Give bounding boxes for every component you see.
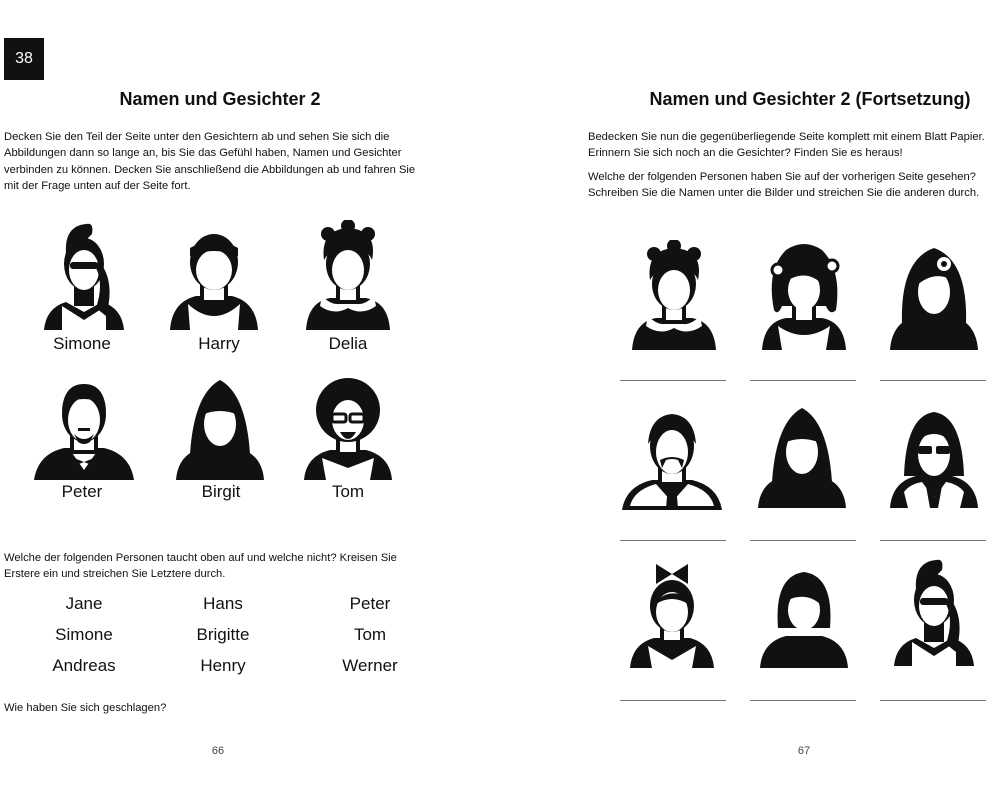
ponytail-glasses-woman-icon — [36, 220, 132, 316]
name-choice: Jane — [65, 594, 103, 613]
name-choice: Andreas — [52, 656, 116, 675]
short-hair-man-icon — [166, 220, 262, 316]
instructions-line: Welche der folgenden Personen haben Sie auf der vorherigen Seite gesehen? — [588, 171, 976, 183]
name-choice: Tom — [353, 625, 387, 644]
chapter-badge: 38 — [4, 38, 44, 80]
curly-hair-woman-icon — [626, 240, 722, 336]
answer-line[interactable] — [620, 700, 726, 701]
instructions — [588, 169, 998, 202]
answer-line[interactable] — [880, 540, 986, 541]
short-bob-woman-icon — [756, 566, 852, 662]
answer-line[interactable] — [880, 700, 986, 701]
face-name: Tom — [331, 482, 365, 501]
mustache-tie-man-icon — [622, 402, 718, 498]
instructions — [588, 129, 998, 162]
glasses-bob-woman-icon — [886, 402, 982, 498]
wavy-hair-woman-icon — [756, 240, 852, 336]
question — [4, 550, 444, 583]
bob-hair-woman-icon — [754, 402, 850, 498]
instructions-line: Schreiben Sie die Namen unter die Bilder und streichen Sie die anderen durch. — [588, 187, 980, 200]
ponytail-glasses-woman-icon — [886, 556, 982, 652]
question-line: Welche der folgenden Personen taucht oben auf und welche nicht? Kreisen Sie — [4, 552, 397, 564]
right-page — [500, 0, 1000, 800]
page-title: Namen und Gesichter 2 (Fortsetzung) — [649, 89, 971, 109]
bow-hair-girl-icon — [624, 560, 720, 656]
face-name: Peter — [61, 482, 103, 501]
instructions — [4, 129, 444, 195]
face-name: Delia — [328, 334, 368, 353]
answer-line[interactable] — [620, 380, 726, 381]
afro-glasses-man-icon — [300, 372, 396, 468]
name-choice: Werner — [342, 656, 398, 675]
answer-line[interactable] — [620, 540, 726, 541]
curly-hair-woman-icon — [300, 220, 396, 316]
instructions-line: verbinden zu können. Decken Sie anschließend die Abbildungen ab und fahren Sie — [4, 163, 416, 176]
face-name: Birgit — [201, 482, 241, 501]
name-choice: Brigitte — [196, 625, 250, 644]
page-title: Namen und Gesichter 2 — [119, 89, 321, 109]
flower-hair-woman-icon — [886, 240, 982, 336]
name-choice: Henry — [200, 656, 246, 675]
instructions-line: Bedecken Sie nun die gegenüberliegende Seite komplett mit einem Blatt Papier. — [588, 131, 985, 143]
instructions-line: mit der Frage unten auf der Seite fort. — [4, 180, 191, 193]
name-choice: Peter — [349, 594, 391, 613]
closing-question: Wie haben Sie sich geschlagen? — [4, 702, 167, 714]
answer-line[interactable] — [880, 380, 986, 381]
face-name: Harry — [198, 334, 240, 353]
answer-line[interactable] — [750, 700, 856, 701]
face-name: Simone — [53, 334, 111, 353]
goatee-bowtie-man-icon — [34, 370, 130, 466]
page-number: 67 — [797, 745, 811, 757]
name-choice: Hans — [203, 594, 243, 613]
instructions-line: Decken Sie den Teil der Seite unter den Gesichtern ab und sehen Sie sich die — [4, 131, 390, 143]
answer-line[interactable] — [750, 540, 856, 541]
question-line: Erstere ein und streichen Sie Letztere durch. — [4, 568, 226, 581]
instructions-line: Erinnern Sie sich noch an die Gesichter? Finden Sie es heraus! — [588, 147, 903, 160]
instructions-line: Abbildungen dann so lange an, bis Sie das Gefühl haben, Namen und Gesichter — [4, 147, 402, 160]
bob-hair-woman-icon — [172, 374, 268, 470]
page-number: 66 — [211, 745, 225, 757]
name-choice: Simone — [55, 625, 113, 644]
answer-line[interactable] — [750, 380, 856, 381]
